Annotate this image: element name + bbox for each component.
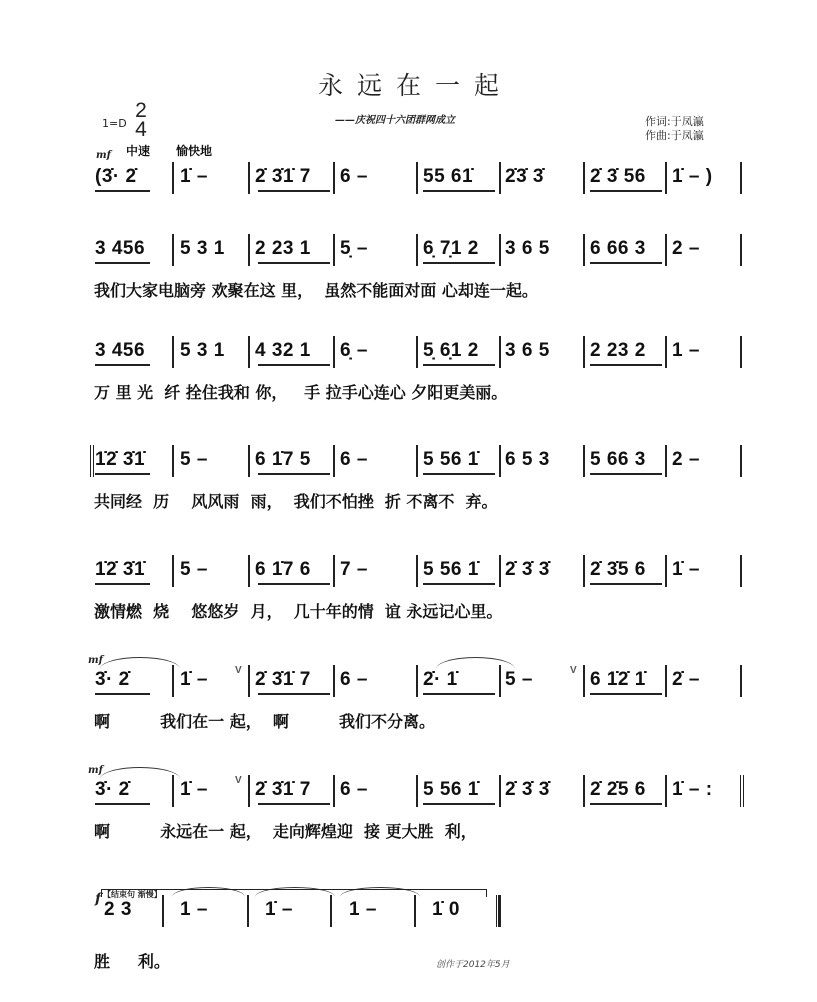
beam-underline [590, 190, 662, 192]
beam-underline [95, 693, 150, 695]
bar-line [416, 665, 418, 697]
song-subtitle: ——庆祝四十六团群网成立 [335, 115, 455, 126]
bar-line [740, 445, 742, 477]
bar-line [583, 445, 585, 477]
slur [436, 657, 515, 669]
bar-line [333, 555, 335, 587]
beam-underline [258, 693, 330, 695]
measure: 1̇ – [180, 669, 208, 690]
time-signature [133, 101, 149, 139]
bar-line [333, 665, 335, 697]
measure: 6 – [340, 779, 368, 800]
measure: 5 66 3 [590, 449, 646, 470]
lyrics-line: 胜 利。 [94, 952, 170, 971]
measure: 2̇ 3̇1̇ 7 [255, 166, 311, 187]
final-bar [496, 895, 501, 927]
bar-line [583, 336, 585, 368]
bar-line [499, 336, 501, 368]
slur [100, 767, 180, 779]
bar-line [740, 555, 742, 587]
lyrics-line: 共同经 历 风风雨 雨， 我们不怕挫 折 不离不 弃。 [94, 492, 498, 511]
beam-underline [423, 693, 495, 695]
bar-line [499, 555, 501, 587]
measure: 5 – [505, 669, 533, 690]
bar-line [248, 336, 250, 368]
bar-line [416, 336, 418, 368]
measure: 6̣ 7̣1 2 [423, 238, 479, 259]
measure: 3 6 5 [505, 340, 550, 361]
time-signature-bottom: 4 [135, 118, 147, 141]
breath-mark: V [235, 775, 242, 786]
song-title: 永远在一起 [317, 71, 513, 100]
bar-line [665, 555, 667, 587]
beam-underline [590, 583, 662, 585]
notes-line [0, 232, 817, 272]
measure: 2̇ 2̇5 6 [590, 779, 646, 800]
ending-label: 【结束句 渐慢】 [103, 890, 162, 899]
bar-line [740, 234, 742, 266]
notes-line [0, 443, 817, 483]
bar-line [416, 445, 418, 477]
measure: 5 – [180, 449, 208, 470]
dynamic-marking: f [95, 891, 102, 907]
measure: 6 1̇2̇ 1̇ [590, 669, 646, 690]
bar-line [248, 555, 250, 587]
bar-line [740, 162, 742, 194]
measure: 1̇2̇ 3̇1̇ [95, 449, 146, 470]
beam-underline [423, 803, 495, 805]
measure: 3 456 [95, 340, 146, 361]
bar-line [248, 445, 250, 477]
measure: 6 – [340, 449, 368, 470]
bar-line [248, 775, 250, 807]
measure: 5 56 1̇ [423, 779, 479, 800]
bar-line [583, 665, 585, 697]
measure: 1̇ 0 [432, 899, 460, 920]
bar-line [248, 665, 250, 697]
beam-underline [95, 364, 150, 366]
bar-line [665, 234, 667, 266]
tempo-marking: 中速 [126, 144, 151, 158]
bar-line [172, 665, 174, 697]
beam-underline [590, 693, 662, 695]
measure: 1̇ – [180, 779, 208, 800]
measure: 7 – [340, 559, 368, 580]
breath-mark: V [235, 665, 242, 676]
credits [645, 115, 704, 143]
measure: 1̇ – [672, 559, 700, 580]
bar-line [665, 445, 667, 477]
composer: 作曲:于凤瀛 [645, 129, 704, 142]
beam-underline [590, 364, 662, 366]
measure: 1̇2̇ 3̇1̇ [95, 559, 146, 580]
breath-mark: V [570, 665, 577, 676]
measure: 5 3 1 [180, 238, 225, 259]
bar-line [333, 445, 335, 477]
beam-underline [95, 583, 150, 585]
measure: 3 456 [95, 238, 146, 259]
bar-line [172, 775, 174, 807]
bar-line [416, 775, 418, 807]
bar-line [740, 665, 742, 697]
measure: 6̣ – [340, 340, 368, 361]
slur [100, 657, 180, 669]
beam-underline [258, 190, 330, 192]
beam-underline [258, 473, 330, 475]
beam-underline [423, 190, 495, 192]
measure: 1̇ – [265, 899, 293, 920]
bar-line [499, 234, 501, 266]
bar-line [665, 336, 667, 368]
measure: 3̇· 2̇ [95, 779, 130, 800]
lyricist: 作词:于凤瀛 [645, 115, 704, 128]
notes-line [0, 553, 817, 593]
measure: 6 1̇7 6 [255, 559, 311, 580]
bar-line [162, 895, 164, 927]
measure: 55 61̇ [423, 166, 474, 187]
measure: 6 – [340, 669, 368, 690]
repeat-start-bar [90, 445, 94, 477]
lyrics-line: 我们大家电脑旁 欢聚在这 里， 虽然不能面对面 心却连一起。 [94, 281, 538, 300]
time-signature-top: 2 [135, 99, 147, 122]
bar-line [333, 775, 335, 807]
bar-line [499, 162, 501, 194]
beam-underline [95, 262, 150, 264]
beam-underline [590, 473, 662, 475]
notes-line [0, 160, 817, 200]
bar-line [333, 336, 335, 368]
measure: 2 – [672, 449, 700, 470]
beam-underline [590, 262, 662, 264]
beam-underline [423, 473, 495, 475]
measure: 4 32 1 [255, 340, 311, 361]
beam-underline [590, 803, 662, 805]
beam-underline [258, 262, 330, 264]
measure: 2̇ – [672, 669, 700, 690]
beam-underline [258, 583, 330, 585]
measure: 5̣ 6̣1 2 [423, 340, 479, 361]
bar-line [333, 234, 335, 266]
dynamic-marking: mf [88, 765, 103, 776]
notes-line [0, 334, 817, 374]
notes-line [0, 773, 817, 813]
bar-line [248, 162, 250, 194]
bar-line [416, 162, 418, 194]
lyrics-line: 万 里 光 纤 拴住我和 你， 手 拉手心连心 夕阳更美丽。 [94, 383, 508, 402]
bar-line [665, 162, 667, 194]
bar-line [172, 445, 174, 477]
measure: 6 66 3 [590, 238, 646, 259]
measure: 6 – [340, 166, 368, 187]
bar-line [740, 336, 742, 368]
bar-line [172, 336, 174, 368]
measure: 2̇ 3̇ 3̇ [505, 779, 550, 800]
measure: 2̇ 3̇5 6 [590, 559, 646, 580]
measure: 5 – [180, 559, 208, 580]
bar-line [330, 895, 332, 927]
measure: 2̇ 3̇1̇ 7 [255, 669, 311, 690]
bar-line [583, 555, 585, 587]
measure: 6 1̇7 5 [255, 449, 311, 470]
measure: 2̇ 3̇ 56 [590, 166, 646, 187]
measure: 5̣ – [340, 238, 368, 259]
bar-line [333, 162, 335, 194]
beam-underline [258, 803, 330, 805]
bar-line [499, 775, 501, 807]
beam-underline [423, 262, 495, 264]
beam-underline [423, 583, 495, 585]
measure: 5 3 1 [180, 340, 225, 361]
notes-line [0, 663, 817, 703]
beam-underline [95, 803, 150, 805]
measure: 2 23 2 [590, 340, 646, 361]
measure: 1 – [349, 899, 377, 920]
measure: 2̇ 3̇ 3̇ [505, 559, 550, 580]
measure: 2 – [672, 238, 700, 259]
bar-line [248, 234, 250, 266]
lyrics-line: 啊 我们在一 起， 啊 我们不分离。 [94, 712, 435, 731]
bar-line [414, 895, 416, 927]
measure: 5 56 1̇ [423, 559, 479, 580]
beam-underline [95, 190, 150, 192]
composition-date: 创作于2012年5月 [436, 960, 510, 970]
bar-line [416, 234, 418, 266]
measure: 2̇· 1̇ [423, 669, 458, 690]
bar-line [247, 895, 249, 927]
measure: 2̇3̇ 3̇ [505, 166, 544, 187]
measure: 1̇ – : [672, 779, 713, 800]
beam-underline [258, 364, 330, 366]
measure: 1 – [180, 899, 208, 920]
bar-line [499, 665, 501, 697]
bar-line [583, 234, 585, 266]
bar-line [172, 234, 174, 266]
measure: 2̇ 3̇1̇ 7 [255, 779, 311, 800]
measure: 5 56 1̇ [423, 449, 479, 470]
beam-underline [423, 364, 495, 366]
measure: (3̇· 2̇ [95, 166, 137, 187]
bar-line [416, 555, 418, 587]
measure: 6 5 3 [505, 449, 550, 470]
bar-line [172, 555, 174, 587]
expression-marking: 愉快地 [176, 144, 213, 158]
bar-line [740, 775, 744, 807]
key-signature: 1=D [102, 117, 127, 130]
dynamic-marking: mf [88, 655, 103, 666]
measure: 1̇ – [180, 166, 208, 187]
bar-line [583, 162, 585, 194]
bar-line [172, 162, 174, 194]
measure: 1 – [672, 340, 700, 361]
bar-line [665, 665, 667, 697]
lyrics-line: 啊 永远在一 起， 走向辉煌迎 接 更大胜 利， [94, 822, 477, 841]
measure: 1̇ – ) [672, 166, 713, 187]
measure: 2 23 1 [255, 238, 311, 259]
lyrics-line: 激情燃 烧 悠悠岁 月， 几十年的情 谊 永远记心里。 [94, 602, 503, 621]
measure: 3̇· 2̇ [95, 669, 130, 690]
dynamic-marking: mf [96, 150, 111, 161]
bar-line [665, 775, 667, 807]
bar-line [499, 445, 501, 477]
measure: 3 6 5 [505, 238, 550, 259]
measure: 2 3 [104, 899, 132, 920]
bar-line [583, 775, 585, 807]
beam-underline [95, 473, 150, 475]
